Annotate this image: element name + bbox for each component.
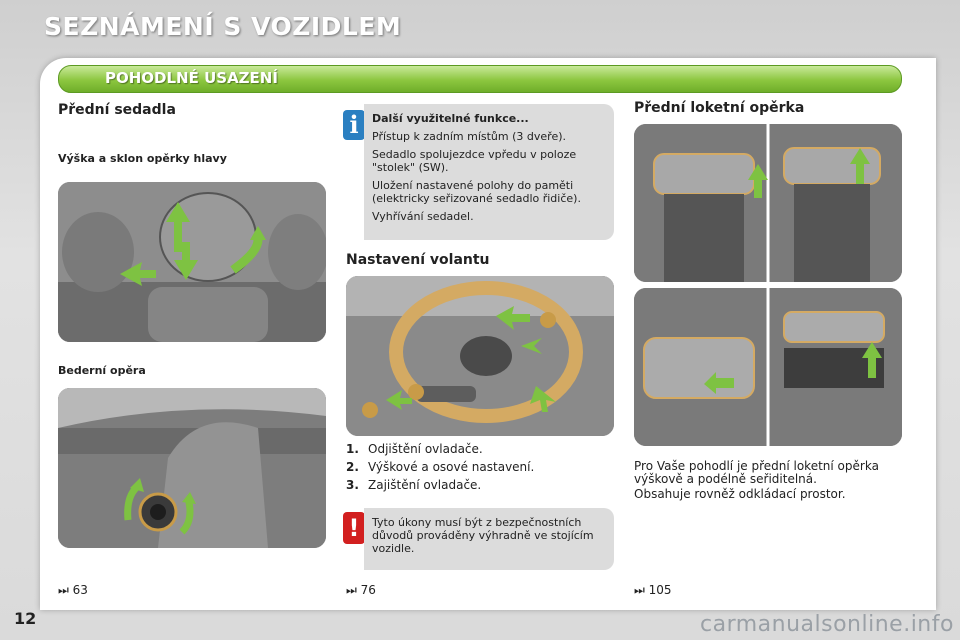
list-item (346, 440, 534, 458)
steering-steps (346, 440, 534, 494)
info-line: Přístup k zadním místům (3 dveře). (372, 130, 566, 143)
armrest-description: Pro Vaše pohodlí je přední loketní opěrka výškově a podélně seřiditelná. (634, 459, 879, 486)
section-banner (58, 65, 902, 93)
steering-heading: Nastavení volantu (346, 252, 490, 268)
page-number: 12 (14, 609, 37, 628)
steering-photo (346, 276, 614, 436)
lumbar-photo (58, 388, 326, 548)
watermark: carmanualsonline.info (700, 612, 954, 637)
step-number: 1. (346, 442, 359, 456)
headrest-subheading: Výška a sklon opěrky hlavy (58, 152, 227, 165)
section-title: POHODLNÉ USAZENÍ (105, 69, 278, 87)
list-item (346, 476, 534, 494)
info-line: Uložení nastavené polohy do paměti (elektricky seřizované sedadlo řidiče). (372, 179, 581, 205)
info-box (364, 104, 614, 240)
warning-text: Tyto úkony musí být z bezpečnostních důvodů prováděny výhradně ve stojícím vozidle. (372, 516, 594, 555)
warning-icon: ! (343, 512, 365, 544)
info-line: Sedadlo spolujezdce vpředu v poloze "stolek" (SW). (372, 148, 577, 174)
list-item (346, 458, 534, 476)
page-title: SEZNÁMENÍ S VOZIDLEM (44, 12, 402, 41)
middle-page-reference[interactable]: ⏭ 76 (346, 583, 376, 597)
step-text: Odjištění ovladače. (368, 442, 483, 456)
headrest-photo (58, 182, 326, 342)
armrest-heading: Přední loketní opěrka (634, 100, 805, 116)
info-title: Další využitelné funkce... (372, 112, 529, 125)
left-page-reference[interactable]: ⏭ 63 (58, 583, 88, 597)
warning-box (364, 508, 614, 570)
armrest-photo-top (634, 124, 902, 282)
info-line: Vyhřívání sedadel. (372, 210, 474, 223)
step-text: Zajištění ovladače. (368, 478, 482, 492)
armrest-photo-bottom (634, 288, 902, 446)
step-text: Výškové a osové nastavení. (368, 460, 535, 474)
step-number: 3. (346, 478, 359, 492)
right-page-reference[interactable]: ⏭ 105 (634, 583, 672, 597)
lumbar-subheading: Bederní opěra (58, 364, 146, 377)
front-seats-heading: Přední sedadla (58, 102, 176, 118)
armrest-storage-note: Obsahuje rovněž odkládací prostor. (634, 487, 846, 501)
step-number: 2. (346, 460, 359, 474)
info-icon: i (343, 110, 365, 140)
